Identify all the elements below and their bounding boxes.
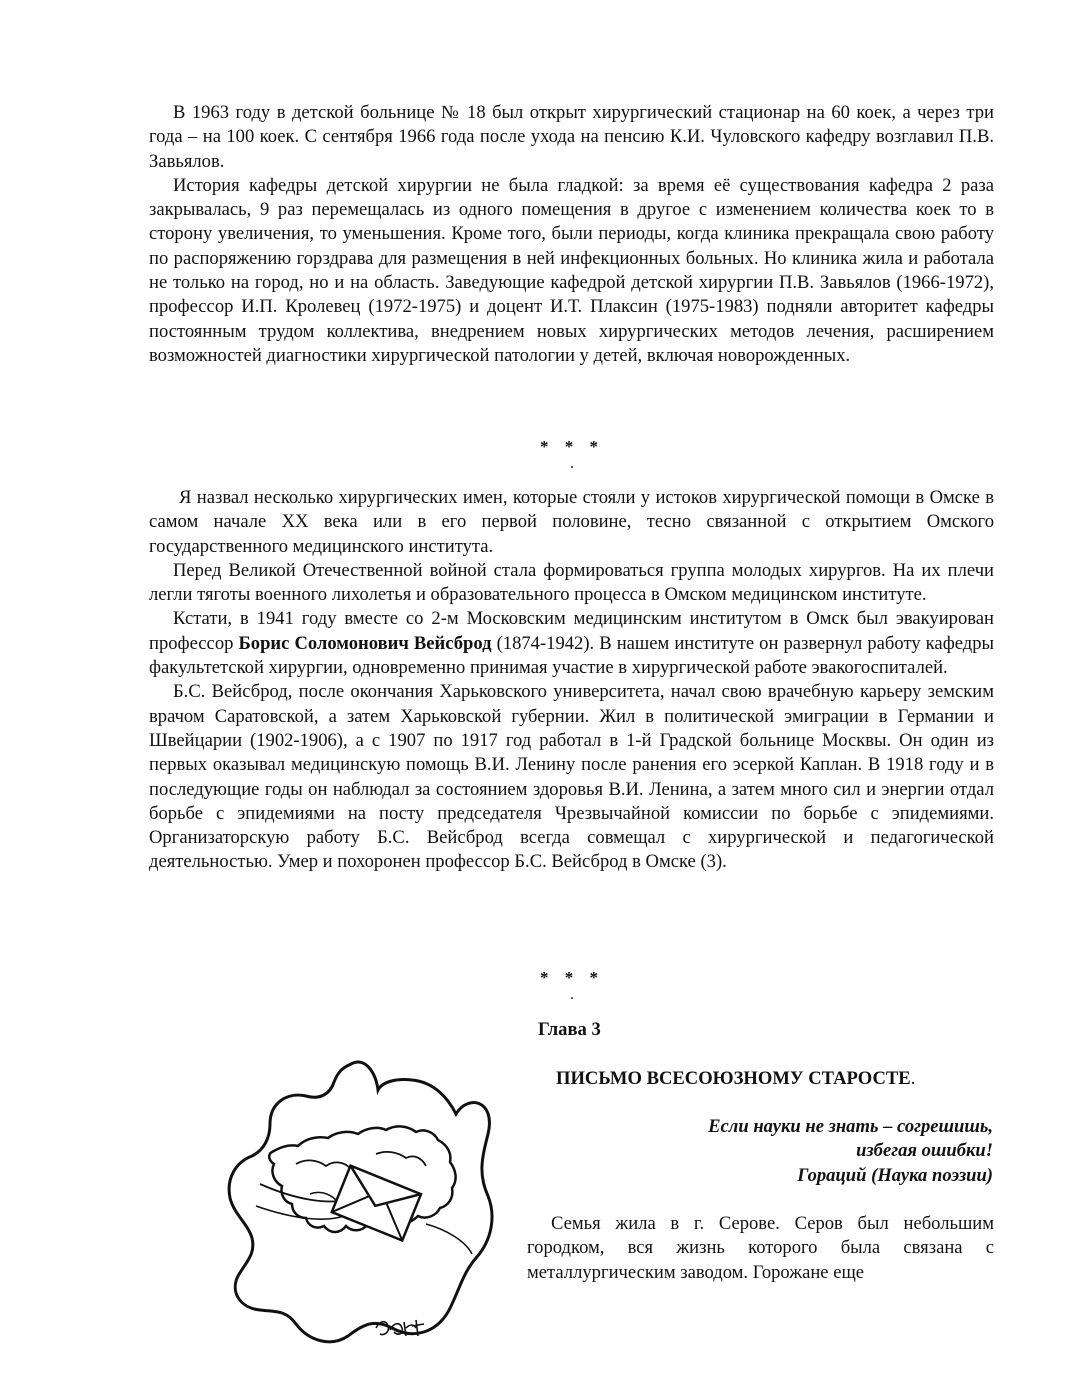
person-name-bold: Борис Соломонович Вейсброд [238, 632, 492, 654]
separator-stars: * * * [540, 968, 604, 987]
map-envelope-drawing-icon [226, 1054, 502, 1346]
chapter-title-text: ПИСЬМО ВСЕСОЮЗНОМУ СТАРОСТЕ [556, 1068, 911, 1089]
chapter-body-text [527, 1212, 994, 1285]
paragraph: Перед Великой Отечественной войной стала формироваться группа молодых хирургов. На их плечи легли тяготы военного лихолетья и образовательного процесса в Омском медицинском институте. [149, 559, 994, 606]
chapter-title [556, 1067, 915, 1091]
separator-dot: . [570, 986, 574, 1003]
epigraph-attribution: Гораций (Наука поэзии) [797, 1164, 993, 1186]
epigraph [573, 1115, 993, 1188]
chapter-number: Глава 3 [538, 1019, 601, 1040]
paragraph: Семья жила в г. Серове. Серов был небольшим городком, вся жизнь которого была связана с металлургическим заводом. Горожане еще [527, 1213, 994, 1283]
text-block-surgeons [149, 486, 994, 875]
paragraph-text: (1874-1942). В нашем институте он развернул работу кафедры факультетской хирургии, одновременно принимая участие в хирургической работе эвакогоспиталей. [149, 632, 994, 679]
paragraph: Я назвал несколько хирургических имен, которые стояли у истоков хирургической помощи в Омске в самом начале XX века или в его первой половине, тесно связанной с открытием Омского государственного медицинского института. [149, 487, 994, 557]
separator-dot: . [570, 455, 574, 472]
epigraph-line: избегая ошибки! [856, 1140, 993, 1162]
paragraph-text: Кстати, в 1941 году вместе со 2-м Московским медицинским институтом в Омск был эвакуирован профессор [149, 608, 994, 654]
envelope [332, 1166, 421, 1241]
chapter-title-period: . [910, 1068, 916, 1089]
paragraph: Б.С. Вейсброд, после окончания Харьковского университета, начал свою врачебную карьеру земским врачом Саратовской, а затем Харьковской губернии. Жил в политической эмиграции в Германии и Швейцарии (1902-1906), а с 1907 по 1917 год работал в 1-й Градской больнице Москвы. Он один из первых оказывал медицинскую помощь В.И. Ленину после ранения его эсеркой Каплан. В 1918 году и в последующие годы он наблюдал за состоянием здоровья В.И. Ленина, а затем много сил и энергии отдал борьбе с эпидемиями на посту председателя Чрезвычайной комиссии по борьбе с эпидемиями. Организаторскую работу Б.С. Вейсброд всегда совмещал с хирургической и педагогической деятельностью. Умер и похоронен профессор Б.С. Вейсброд в Омске (3). [149, 681, 994, 873]
text-block-pediatric-surgery [149, 101, 994, 368]
section-separator [0, 968, 1071, 1002]
paragraph: История кафедры детской хирургии не была гладкой: за время её существования кафедра 2 раза закрывалась, 9 раз перемещалась из одного помещения в другое с изменением количества коек то в сторону увеличения, то уменьшения. Кроме того, были периоды, когда клиника прекращала свою работу по распоряжению горздрава для размещения в ней инфекционных больных. Но клиника жила и работала не только на город, но и на область. Заведующие кафедрой детской хирургии П.В. Завьялов (1966-1972), профессор И.П. Кролевец (1972-1975) и доцент И.Т. Плаксин (1975-1983) подняли авторитет кафедры постоянным трудом коллектива, внедрением новых хирургических методов лечения, расширением возможностей диагностики хирургической патологии у детей, включая новорожденных. [149, 174, 994, 366]
paragraph [149, 607, 994, 680]
flight-trail [426, 1224, 472, 1254]
section-separator [0, 437, 1071, 471]
flight-trail [260, 1184, 346, 1201]
paragraph: В 1963 году в детской больнице № 18 был открыт хирургический стационар на 60 коек, а через три года – на 100 коек. С сентября 1966 года после ухода на пенсию К.И. Чуловского кафедру возглавил П.В. Завьялов. [149, 102, 994, 172]
separator-stars: * * * [540, 437, 604, 456]
epigraph-line: Если науки не знать – согрешишь, [708, 1116, 993, 1137]
